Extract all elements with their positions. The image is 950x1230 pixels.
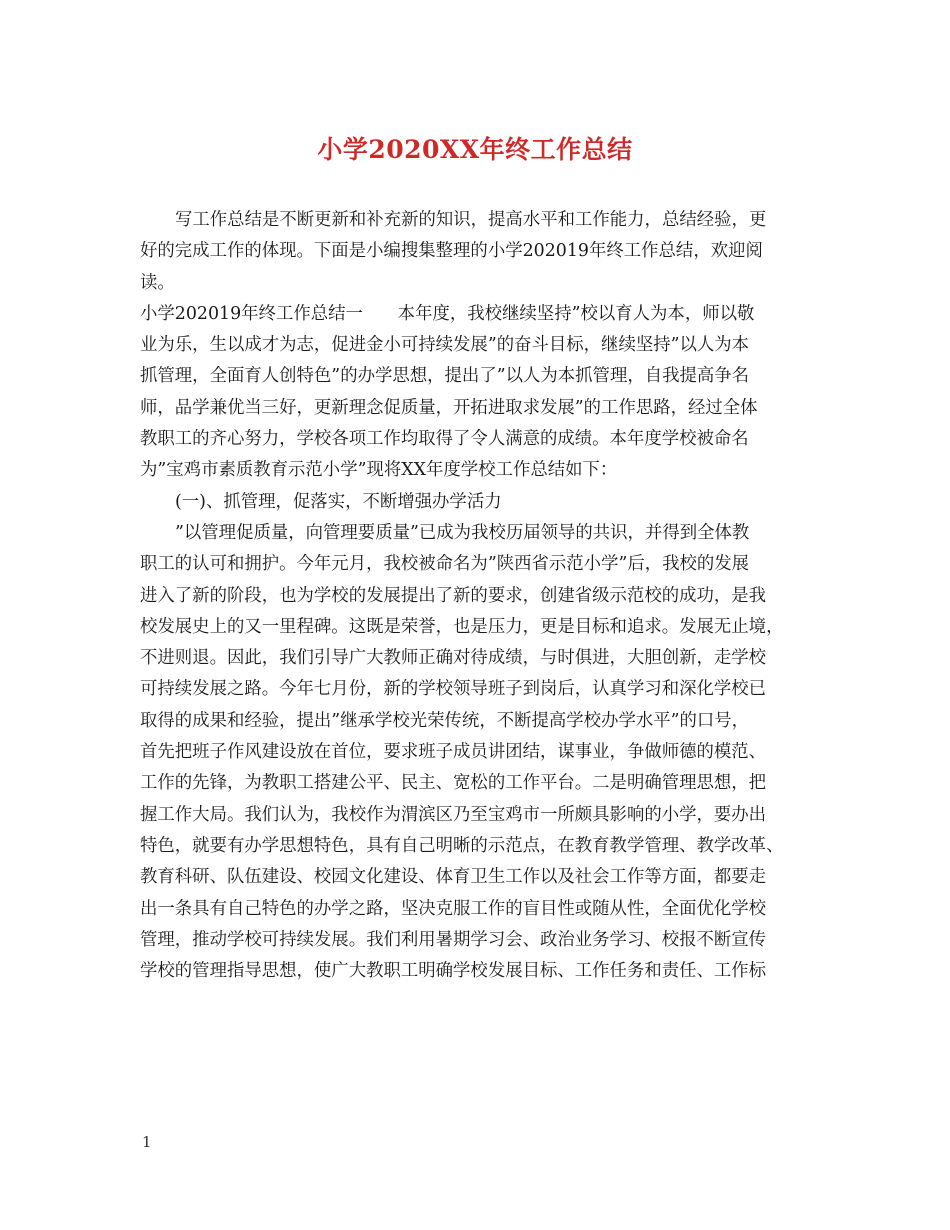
paragraph-line: 特色，就要有办学思想特色，具有自己明晰的示范点，在教育教学管理、教学改革、 [140, 835, 784, 856]
paragraph-line: 抓管理，全面育人创特色”的办学思想，提出了”以人为本抓管理，自我提高争名 [140, 366, 750, 387]
paragraph-line: ”以管理促质量，向管理要质量”已成为我校历届领导的共识，并得到全体教 [175, 522, 750, 543]
paragraph-line: 业为乐，生以成才为志，促进金小可持续发展”的奋斗目标，继续坚持”以人为本 [140, 335, 750, 356]
paragraph-line: 写工作总结是不断更新和补充新的知识，提高水平和工作能力，总结经验，更 [175, 210, 767, 230]
paragraph-line: 好的完成工作的体现。下面是小编搜集整理的小学202019年终工作总结，欢迎阅 [140, 241, 763, 262]
paragraph-line: 不进则退。因此，我们引导广大教师正确对待成绩，与时俱进，大胆创新，走学校 [140, 648, 767, 669]
paragraph-line: 小学202019年终工作总结一 本年度，我校继续坚持”校以育人为本，师以敬 [140, 303, 755, 324]
paragraph-line: 取得的成果和经验，提出”继承学校光荣传统，不断提高学校办学水平”的口号， [140, 710, 750, 731]
paragraph-line: 学校的管理指导思想，使广大教职工明确学校发展目标、工作任务和责任、工作标 [140, 961, 767, 982]
paragraph-line: 进入了新的阶段，也为学校的发展提出了新的要求，创建省级示范校的成功，是我 [140, 585, 767, 606]
paragraph-line: 师，品学兼优当三好，更新理念促质量，开拓进取求发展”的工作思路，经过全体 [140, 397, 758, 418]
paragraph-line: 可持续发展之路。今年七月份，新的学校领导班子到岗后，认真学习和深化学校已 [140, 679, 767, 700]
section-heading: (一)、抓管理，促落实，不断增强办学活力 [175, 491, 502, 512]
paragraph-line: 首先把班子作风建设放在首位，要求班子成员讲团结，谋事业，争做师德的模范、 [140, 742, 767, 763]
document-body [140, 205, 820, 987]
paragraph-line: 握工作大局。我们认为，我校作为渭滨区乃至宝鸡市一所颇具影响的小学，要办出 [140, 804, 767, 825]
page-number: 1 [142, 1133, 152, 1151]
paragraph-line: 管理，推动学校可持续发展。我们利用暑期学习会、政治业务学习、校报不断宣传 [140, 929, 767, 950]
document-title: 小学2020XX年终工作总结 [317, 135, 633, 164]
paragraph-line: 教职工的齐心努力，学校各项工作均取得了令人满意的成绩。本年度学校被命名 [140, 429, 749, 450]
paragraph-line: 读。 [140, 272, 175, 293]
paragraph-line: 职工的认可和拥护。今年元月，我校被命名为”陕西省示范小学”后，我校的发展 [140, 554, 750, 575]
paragraph-line: 为”宝鸡市素质教育示范小学”现将XX年度学校工作总结如下： [140, 460, 618, 481]
paragraph-line: 校发展史上的又一里程碑。这既是荣誉，也是压力，更是目标和追求。发展无止境， [140, 616, 784, 637]
paragraph-line: 出一条具有自己特色的办学之路，坚决克服工作的盲目性或随从性，全面优化学校 [140, 898, 767, 919]
paragraph-line: 教育科研、队伍建设、校园文化建设、体育卫生工作以及社会工作等方面，都要走 [140, 867, 767, 888]
paragraph-line: 工作的先锋，为教职工搭建公平、民主、宽松的工作平台。二是明确管理思想，把 [140, 773, 767, 794]
